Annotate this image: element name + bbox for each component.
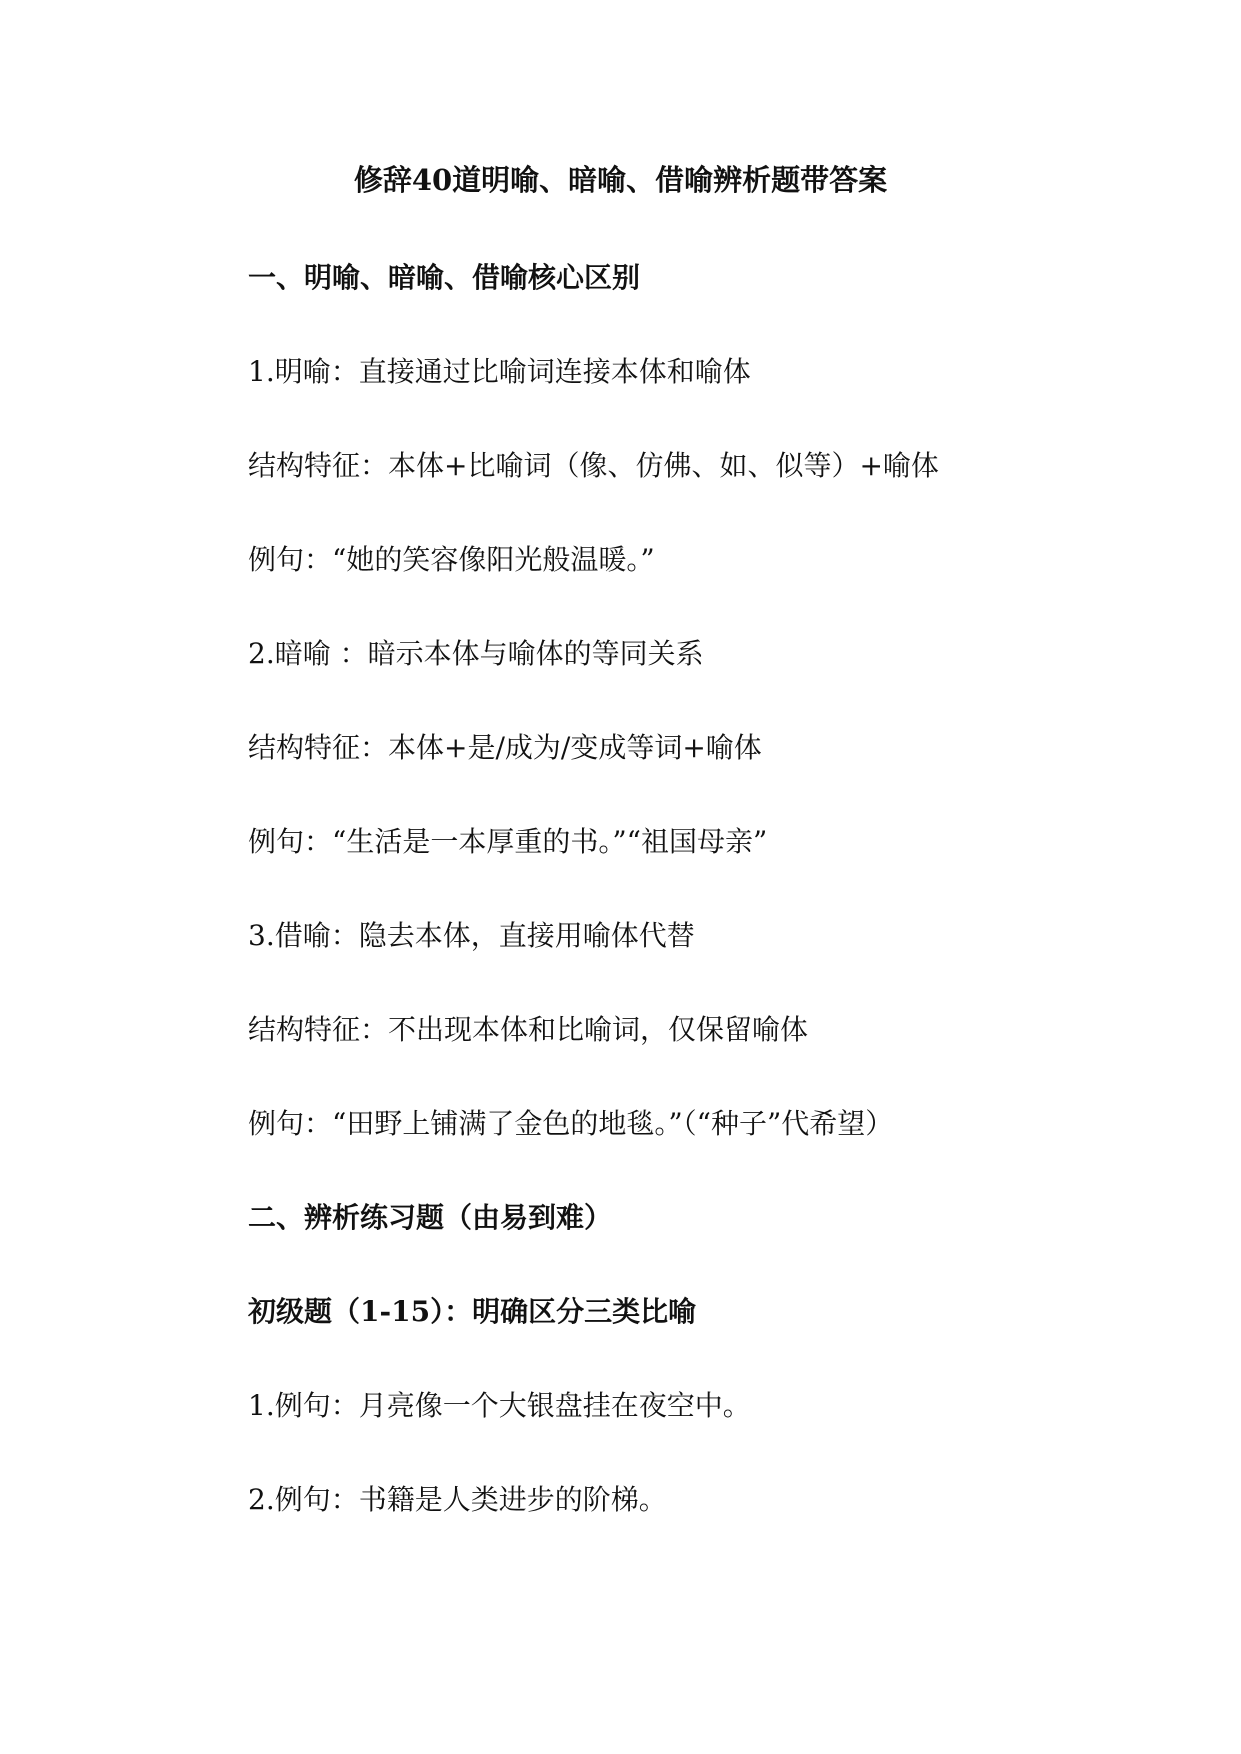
paragraph-metaphor-structure: 结构特征：本体+是/成为/变成等词+喻体 bbox=[248, 731, 762, 764]
paragraph-metonymy-structure: 结构特征：不出现本体和比喻词，仅保留喻体 bbox=[248, 1013, 809, 1046]
paragraph-metonymy-definition: 3.借喻：隐去本体，直接用喻体代替 bbox=[248, 919, 695, 952]
paragraph-metonymy-example: 例句：“田野上铺满了金色的地毯。”（“种子”代希望） bbox=[248, 1107, 894, 1140]
document-title: 修辞40道明喻、暗喻、借喻辨析题带答案 bbox=[353, 163, 888, 197]
question-item-1: 1.例句：月亮像一个大银盘挂在夜空中。 bbox=[248, 1389, 751, 1422]
section-heading-core-differences: 一、明喻、暗喻、借喻核心区别 bbox=[248, 261, 641, 294]
question-item-2: 2.例句：书籍是人类进步的阶梯。 bbox=[248, 1483, 667, 1516]
paragraph-metaphor-example: 例句：“生活是一本厚重的书。”“祖国母亲” bbox=[248, 825, 768, 858]
paragraph-metaphor-definition: 2.暗喻 ：暗示本体与喻体的等同关系 bbox=[248, 637, 704, 670]
paragraph-simile-example: 例句：“她的笑容像阳光般温暖。” bbox=[248, 543, 655, 576]
paragraph-simile-structure: 结构特征：本体+比喻词（像、仿佛、如、似等）+喻体 bbox=[248, 449, 939, 482]
subheading-beginner-questions: 初级题（1-15）：明确区分三类比喻 bbox=[248, 1295, 697, 1328]
paragraph-simile-definition: 1.明喻：直接通过比喻词连接本体和喻体 bbox=[248, 355, 751, 388]
section-heading-practice: 二、辨析练习题（由易到难） bbox=[248, 1201, 613, 1234]
